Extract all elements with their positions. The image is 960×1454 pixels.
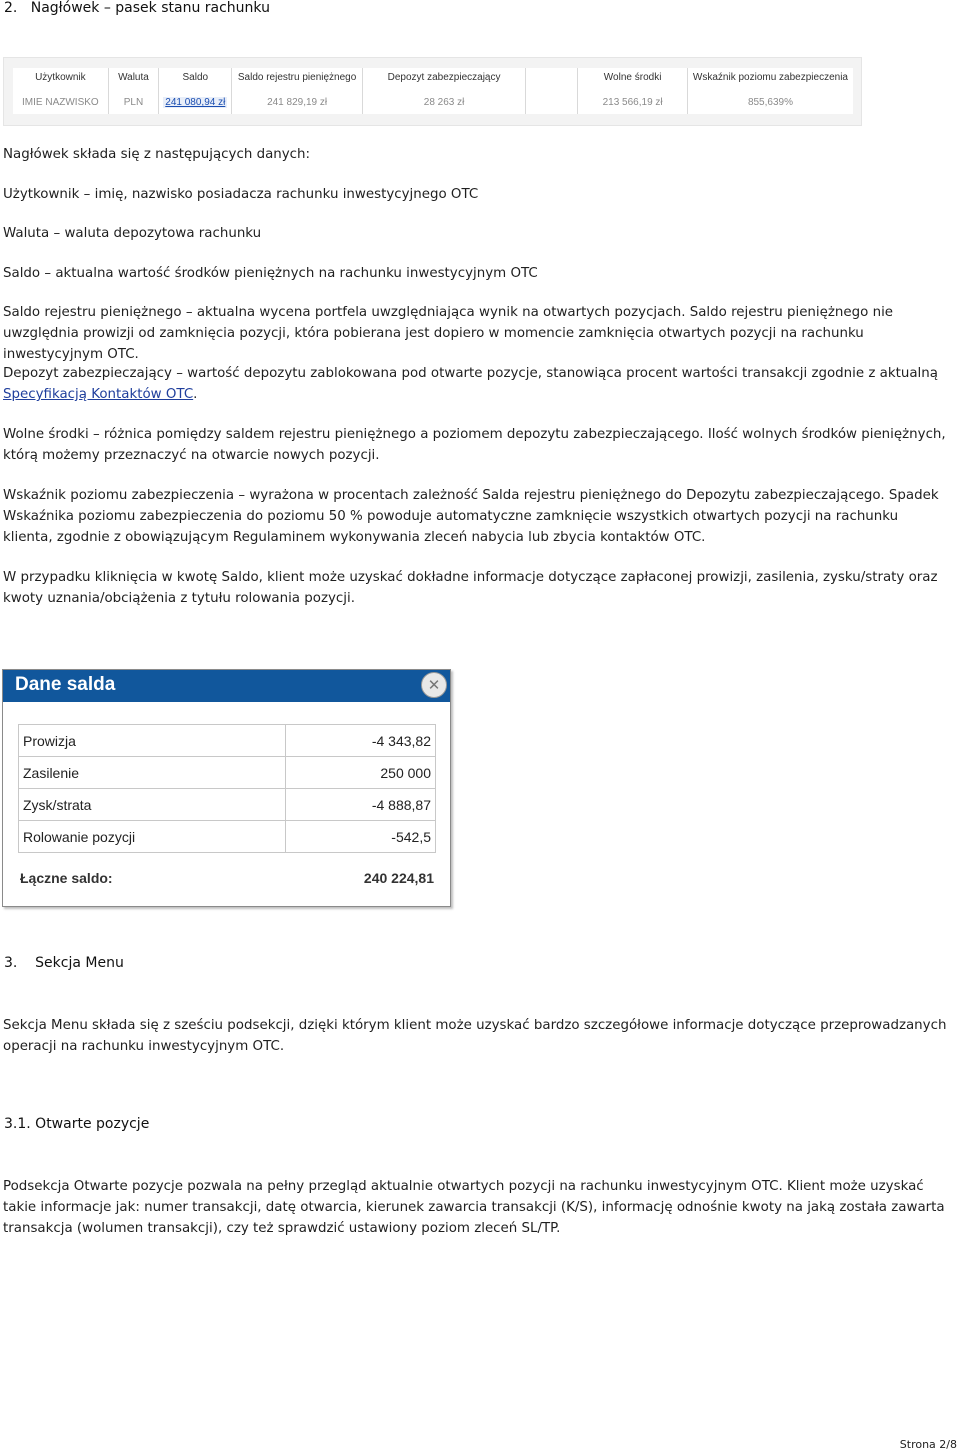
status-label: Saldo (182, 72, 209, 83)
section-2-title: Nagłówek – pasek stanu rachunku (30, 0, 270, 16)
section-3-paragraph: Sekcja Menu składa się z sześciu podsekcji, dzięki którym klient może uzyskać bardzo szczegółowe informacje dotyczące przeprowadzanych operacji na rachunku inwestycyjnym OTC. (3, 1018, 947, 1054)
section-3-heading (4, 955, 124, 971)
status-value: 855,639% (747, 97, 793, 108)
status-col-uzytkownik (13, 68, 109, 114)
status-value: 213 566,19 zł (602, 97, 663, 108)
section-2-number: 2. (4, 0, 18, 16)
uzytkownik-paragraph: Użytkownik – imię, nazwisko posiadacza rachunku inwestycyjnego OTC (3, 187, 479, 202)
row-value: -4 888,87 (285, 789, 435, 821)
depozyt-end: . (193, 387, 198, 402)
row-value: -4 343,82 (285, 725, 435, 757)
status-label: Użytkownik (35, 72, 86, 83)
page-number: Strona 2/8 (899, 1438, 957, 1451)
section-3-1-title: Otwarte pozycje (35, 1116, 150, 1132)
close-icon[interactable]: ✕ (421, 672, 447, 698)
status-value: 28 263 zł (423, 97, 465, 108)
section-3-number: 3. (4, 955, 18, 971)
status-label: Waluta (118, 72, 149, 83)
saldo-table (18, 724, 436, 853)
dialog-title: Dane salda (15, 674, 116, 695)
status-col-wskaznik (688, 68, 853, 114)
row-label: Zasilenie (19, 757, 286, 789)
table-row (19, 789, 436, 821)
section-3-title: Sekcja Menu (35, 955, 124, 971)
row-label: Zysk/strata (19, 789, 286, 821)
row-value: -542,5 (285, 821, 435, 853)
depozyt-text: Depozyt zabezpieczający – wartość depozytu zablokowana pod otwarte pozycje, stanowiąca procent wartości transakcji zgodnie z aktualną (3, 366, 938, 381)
table-row (19, 725, 436, 757)
saldo-link[interactable]: 241 080,94 zł (165, 97, 226, 108)
row-label: Prowizja (19, 725, 286, 757)
total-label: Łączne saldo: (20, 870, 113, 886)
row-label: Rolowanie pozycji (19, 821, 286, 853)
status-col-wolne-srodki (578, 68, 688, 114)
table-row (19, 757, 436, 789)
status-value: 241 829,19 zł (267, 97, 328, 108)
status-label: Saldo rejestru pieniężnego (237, 72, 357, 83)
status-label: Wolne środki (603, 72, 662, 83)
saldo-rejestru-paragraph: Saldo rejestru pieniężnego – aktualna wycena portfela uwzględniająca wynik na otwartych pozycjach. Saldo rejestru pieniężnego nie uwzględnia prowizji od zamknięcia pozycji, która pobierana jest dopiero w momencie zamknięcia otwartych pozycji na rachunku inwestycyjnym OTC. (3, 305, 894, 362)
status-col-saldo[interactable] (159, 68, 232, 114)
saldo-paragraph: Saldo – aktualna wartość środków pieniężnych na rachunku inwestycyjnym OTC (3, 266, 538, 281)
intro-paragraph: Nagłówek składa się z następujących danych: (3, 147, 311, 162)
waluta-paragraph: Waluta – waluta depozytowa rachunku (3, 226, 262, 241)
table-row (19, 821, 436, 853)
status-value: IMIE NAZWISKO (22, 97, 99, 108)
dialog-header (3, 670, 450, 702)
section-2-heading (4, 0, 270, 16)
section-3-1-heading (4, 1116, 149, 1132)
section-3-1-number: 3.1. (4, 1116, 31, 1132)
status-col-saldo-rejestru (232, 68, 362, 114)
total-row (20, 870, 434, 886)
status-label: Depozyt zabezpieczający (387, 72, 501, 83)
section-3-1-paragraph: Podsekcja Otwarte pozycje pozwala na pełny przegląd aktualnie otwartych pozycji na rachunku inwestycyjnym OTC. Klient może uzyskać takie informacje jak: numer transakcji, datę otwarcia, kierunek zawarcia transakcji (K/S), informację odnośnie kwoty na jaką została zawarta transakcja (wolumen transakcji), czy też sprawdzić ustawiony poziom zleceń SL/TP. (3, 1179, 945, 1236)
dane-salda-dialog (2, 669, 451, 907)
klikniecie-paragraph: W przypadku kliknięcia w kwotę Saldo, klient może uzyskać dokładne informacje dotyczące zapłaconej prowizji, zasilenia, zysku/straty oraz kwoty uznania/obciążenia z tytułu rolowania pozycji. (3, 570, 938, 606)
status-col-spacer (526, 68, 578, 114)
row-value: 250 000 (285, 757, 435, 789)
status-value: PLN (123, 97, 144, 108)
total-value: 240 224,81 (363, 870, 434, 886)
status-bar (13, 68, 853, 114)
status-col-waluta (109, 68, 160, 114)
wskaznik-paragraph: Wskaźnik poziomu zabezpieczenia – wyrażona w procentach zależność Salda rejestru pieniężnego do Depozytu zabezpieczającego. Spadek Wskaźnika poziomu zabezpieczenia do poziomu 50 % powoduje automatyczne zamknięcie wszystkich otwartych pozycji na rachunku klienta, zgodnie z obowiązującym Regulaminem wykonywania zleceń nabycia lub zbycia kontaktów OTC. (3, 488, 939, 545)
wolne-srodki-paragraph: Wolne środki – różnica pomiędzy saldem rejestru pieniężnego a poziomem depozytu zabezpieczającego. Ilość wolnych środków pieniężnych, którą możemy przeznaczyć na otwarcie nowych pozycji. (3, 427, 946, 463)
status-col-depozyt (363, 68, 526, 114)
status-label: Wskaźnik poziomu zabezpieczenia (692, 72, 848, 83)
depozyt-paragraph (3, 363, 948, 405)
specyfikacja-link[interactable]: Specyfikacją Kontaktów OTC (3, 387, 194, 402)
status-bar-screenshot (3, 57, 862, 126)
